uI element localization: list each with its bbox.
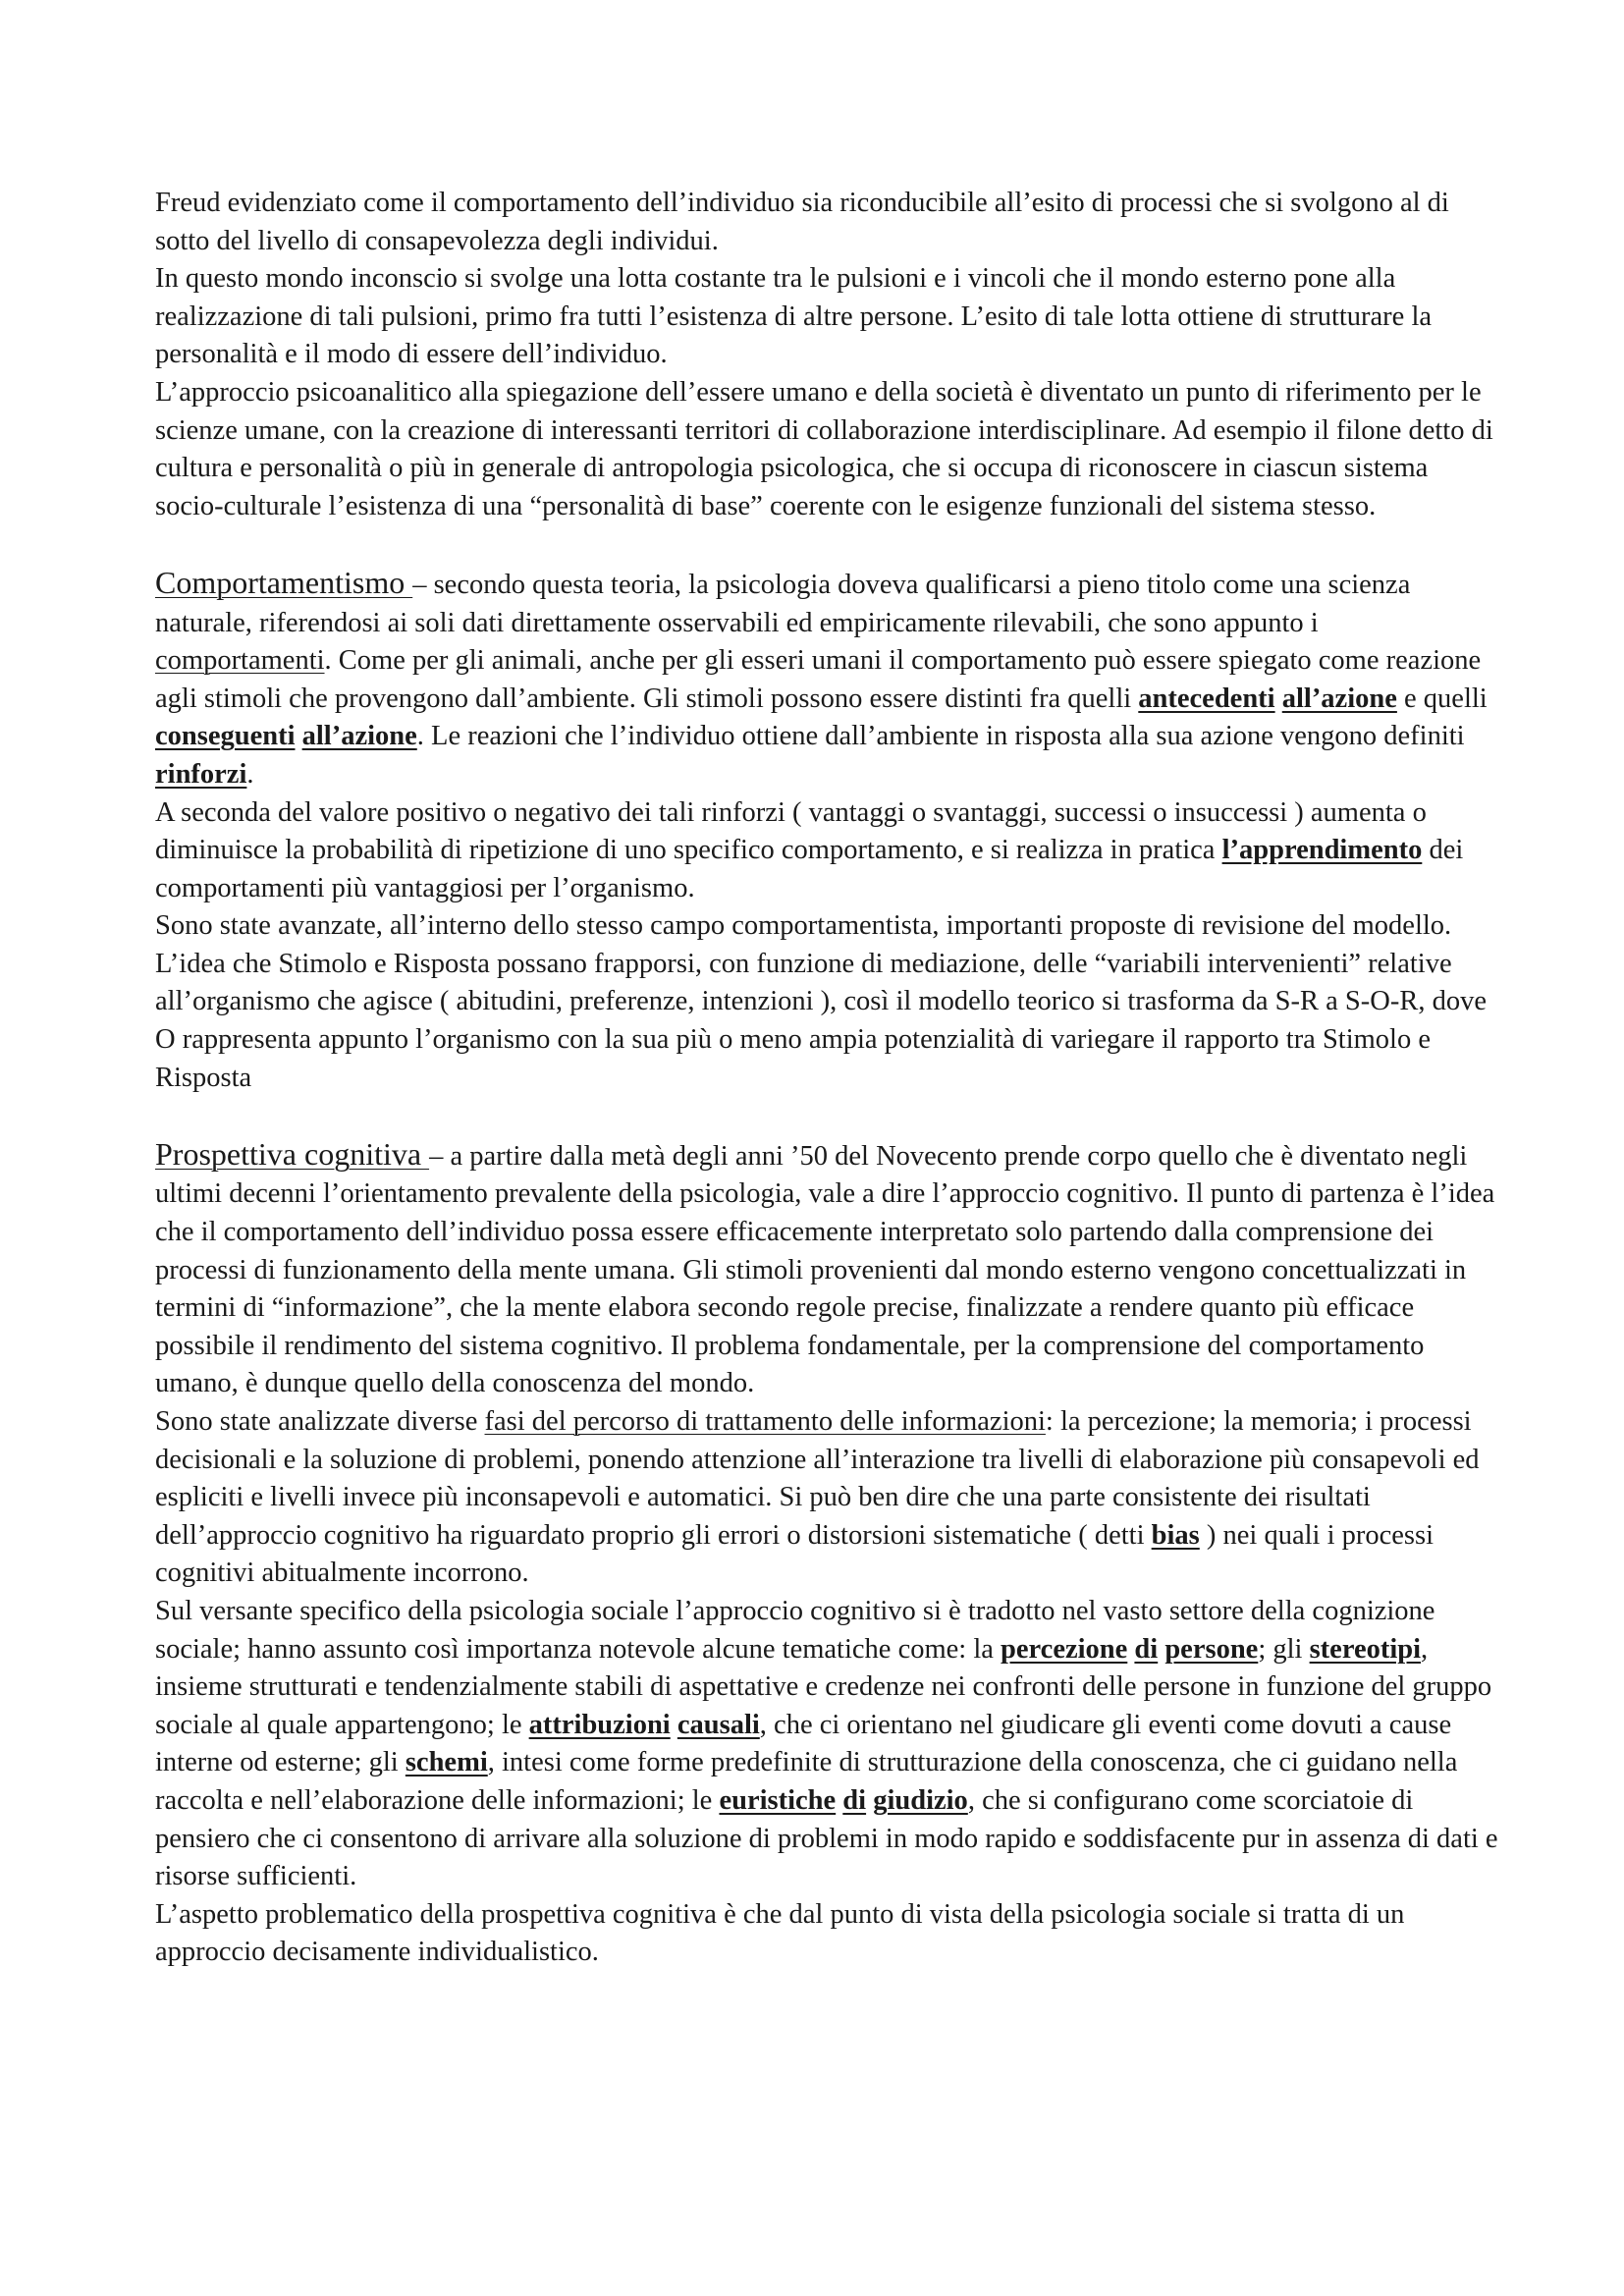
keyword-rinforzi: rinforzi	[155, 758, 247, 790]
keyword-fasi: fasi del percorso di trattamento delle informazioni	[484, 1406, 1046, 1437]
text-run: ) nei quali i processi cognitivi abitualmente incorrono.	[155, 1519, 1435, 1589]
text-run: , che ci orientano nel giudicare gli eventi come dovuti a cause interne od esterne; gli	[155, 1709, 1452, 1778]
keyword-stereotipi: stereotipi	[1309, 1633, 1422, 1665]
keyword-comportamenti: comportamenti	[155, 645, 325, 677]
spacer	[155, 525, 1498, 564]
keyword-conseguenti: conseguenti	[155, 721, 296, 752]
keyword-all-azione: all’azione	[1281, 683, 1397, 714]
text-run: : la percezione; la memoria; i processi decisionali e la soluzione di problemi, ponendo attenzione all’interazione tra livelli di elaborazione più consapevoli ed espliciti e livelli invece più inconsapevoli e automatici. Si può ben dire che una parte consistente dei risultati dell’approccio cognitivo ha riguardato proprio gli errori o distorsioni sistematiche ( detti	[155, 1406, 1480, 1551]
section-comportamentismo	[155, 564, 1498, 794]
keyword-di-2: di	[842, 1784, 867, 1816]
keyword-bias: bias	[1151, 1519, 1200, 1551]
text-run: – secondo questa teoria, la psicologia doveva qualificarsi a pieno titolo come una scienza naturale, riferendosi ai soli dati direttamente osservabili ed empiricamente rilevabili, che sono appunto i	[155, 569, 1411, 638]
text-run: Sono state analizzate diverse	[155, 1406, 485, 1437]
spacer	[155, 1097, 1498, 1135]
keyword-antecedenti: antecedenti	[1138, 683, 1275, 714]
section-prospettiva-cognitiva	[155, 1135, 1498, 1403]
heading-prospettiva-cognitiva: Prospettiva cognitiva	[155, 1135, 430, 1172]
text-run: .	[246, 758, 254, 790]
text-run: – a partire dalla metà degli anni ’50 del Novecento prende corpo quello che è diventato negli ultimi decenni l’orientamento prevalente della psicologia, vale a dire l’approccio cognitivo. Il punto di partenza è l’idea che il comportamento dell’individuo possa essere efficacemente interpretato solo partendo dalla comprensione dei processi di funzionamento della mente umana. Gli stimoli provenienti dal mondo esterno vengono concettualizzati in termini di “informazione”, che la mente elabora secondo regole precise, finalizzate a rendere quanto più efficace possibile il rendimento del sistema cognitivo. Il problema fondamentale, per la comprensione del comportamento umano, è dunque quello della conoscenza del mondo.	[155, 1140, 1495, 1399]
paragraph-conclusione: L’aspetto problematico della prospettiva cognitiva è che dal punto di vista della psicologia sociale si tratta di un approccio decisamente individualistico.	[155, 1898, 1405, 1968]
heading-comportamentismo: Comportamentismo	[155, 564, 413, 600]
keyword-attribuzioni: attribuzioni	[528, 1709, 671, 1740]
text-run: , insieme strutturati e tendenzialmente stabili di aspettative e credenze nei confronti delle persone in funzione del gruppo sociale al quale appartengono; le	[155, 1633, 1492, 1740]
paragraph-freud: Freud evidenziato come il comportamento dell’individuo sia riconducibile all’esito di processi che si svolgono al di sotto del livello di consapevolezza degli individui.	[155, 188, 1449, 256]
text-run: . Le reazioni che l’individuo ottiene dall’ambiente in risposta alla sua azione vengono definiti	[416, 721, 1465, 752]
keyword-giudizio: giudizio	[873, 1784, 968, 1816]
text-run: e quelli	[1396, 683, 1488, 714]
text-run: , intesi come forme predefinite di strutturazione della conoscenza, che ci guidano nella raccolta e nell’elaborazione delle informazioni; le	[155, 1747, 1458, 1816]
keyword-apprendimento: l’apprendimento	[1221, 835, 1423, 866]
text-run: , che si configurano come scorciatoie di pensiero che ci consentono di arrivare alla soluzione di problemi in modo rapido e soddisfacente pur in assenza di dati e risorse sufficienti.	[155, 1784, 1498, 1892]
keyword-percezione: percezione	[1001, 1633, 1128, 1665]
paragraph-psicoanalisi: L’approccio psicoanalitico alla spiegazione dell’essere umano e della società è diventato un punto di riferimento per le scienze umane, con la creazione di interessanti territori di collaborazione interdisciplinare. Ad esempio il filone detto di cultura e personalità o più in generale di antropologia psicologica, che si occupa di riconoscere in ciascun sistema socio-culturale l’esistenza di una “personalità di base” coerente con le esigenze funzionali del sistema stesso.	[155, 376, 1493, 521]
text-run: . Come per gli animali, anche per gli esseri umani il comportamento può essere spiegato come reazione agli stimoli che provengono dall’ambiente. Gli stimoli possono essere distinti fra quelli	[155, 645, 1482, 714]
paragraph-cognizione-sociale	[155, 1593, 1498, 1896]
paragraph-rinforzi	[155, 794, 1498, 908]
text-run: Sul versante specifico della psicologia sociale l’approccio cognitivo si è tradotto nel vasto settore della cognizione sociale; hanno assunto così importanza notevole alcune tematiche come: la	[155, 1595, 1435, 1665]
text-run: dei comportamenti più vantaggiosi per l’organismo.	[155, 835, 1464, 903]
paragraph-revisione: Sono state avanzate, all’interno dello stesso campo comportamentista, importanti proposte di revisione del modello. L’idea che Stimolo e Risposta possano frapporsi, con funzione di mediazione, delle “variabili intervenienti” relative all’organismo che agisce ( abitudini, preferenze, intenzioni ), così il modello teorico si trasforma da S-R a S-O-R, dove O rappresenta appunto l’organismo con la sua più o meno ampia potenzialità di variegare il rapporto tra Stimolo e Risposta	[155, 910, 1487, 1093]
keyword-persone: persone	[1164, 1633, 1259, 1665]
keyword-di: di	[1134, 1633, 1159, 1665]
paragraph-inconscio: In questo mondo inconscio si svolge una lotta costante tra le pulsioni e i vincoli che il mondo esterno pone alla realizzazione di tali pulsioni, primo fra tutti l’esistenza di altre persone. L’esito di tale lotta ottiene di strutturare la personalità e il modo di essere dell’individuo.	[155, 263, 1433, 370]
document-page	[155, 185, 1498, 1972]
keyword-causali: causali	[677, 1709, 760, 1740]
keyword-euristiche: euristiche	[719, 1784, 837, 1816]
text-run: ; gli	[1258, 1633, 1310, 1665]
keyword-all-azione-2: all’azione	[301, 721, 417, 752]
text-run: A seconda del valore positivo o negativo dei tali rinforzi ( vantaggi o svantaggi, successi o insuccessi ) aumenta o diminuisce la probabilità di ripetizione di uno specifico comportamento, e si realizza in pratica	[155, 796, 1427, 866]
paragraph-fasi	[155, 1403, 1498, 1593]
keyword-schemi: schemi	[405, 1747, 488, 1778]
